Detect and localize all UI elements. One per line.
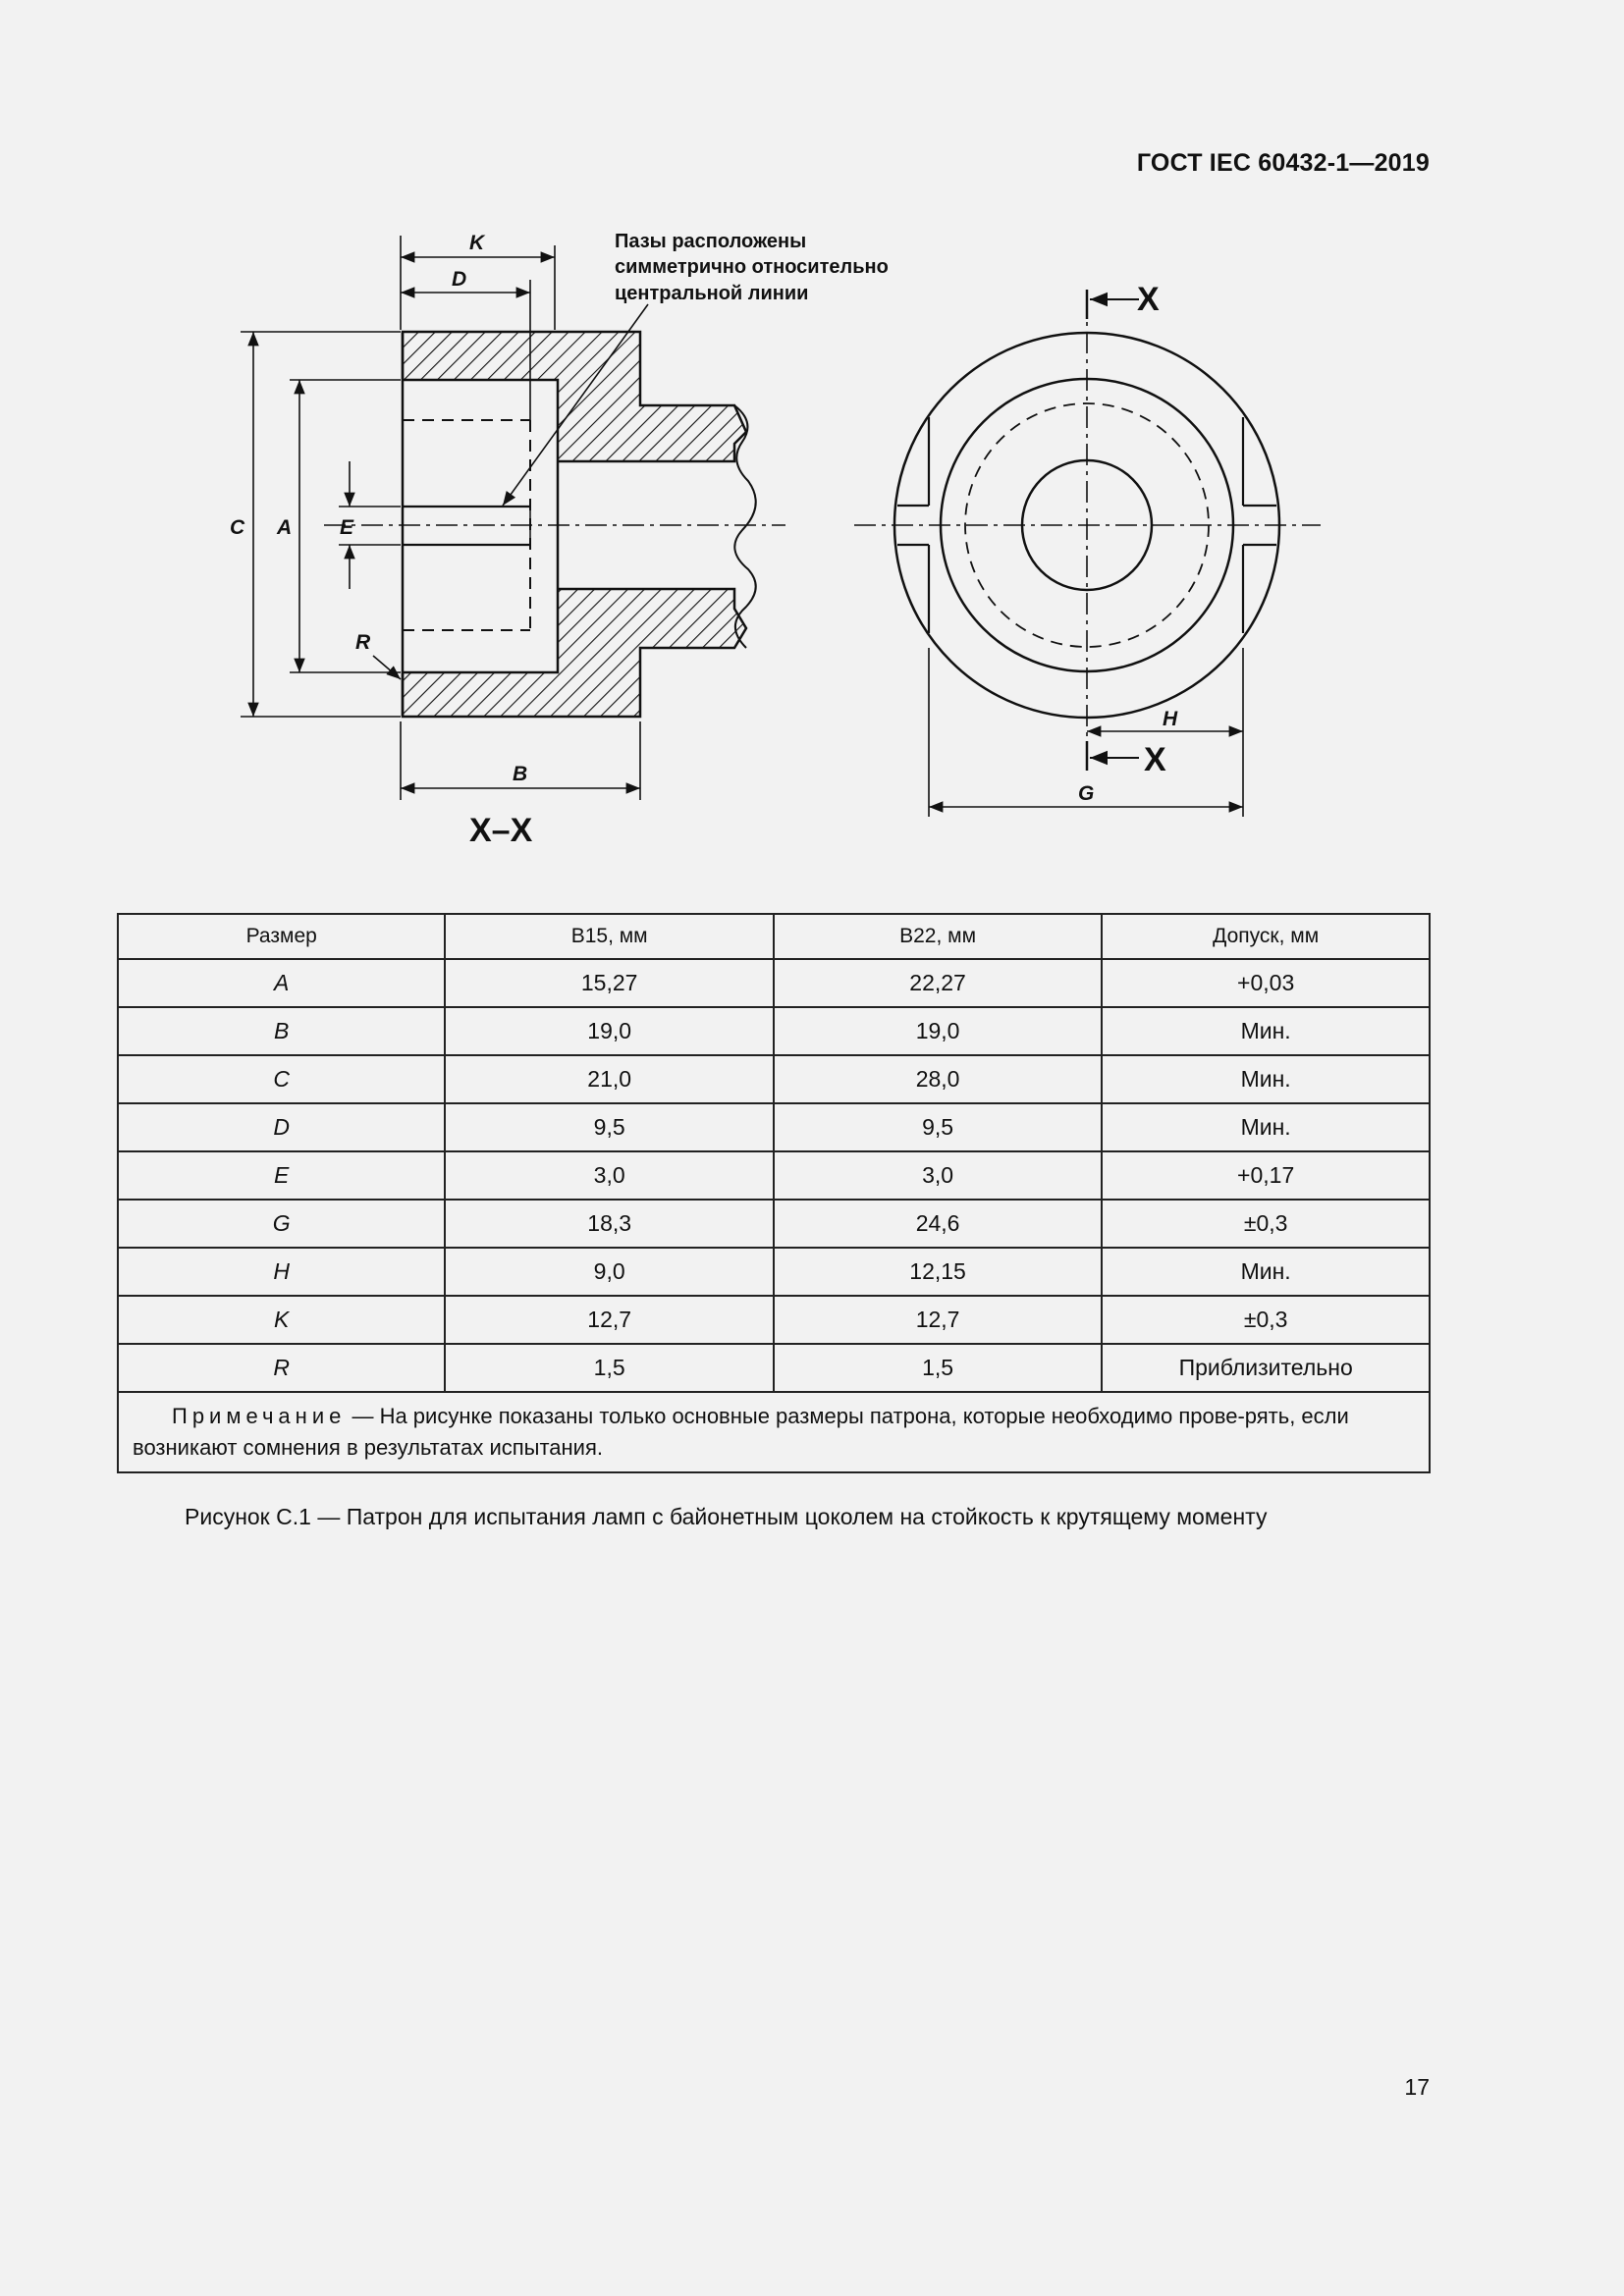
table-row xyxy=(118,1200,1430,1248)
cell-b22: 28,0 xyxy=(774,1055,1102,1103)
section-body-hatched xyxy=(403,332,746,717)
label-g: G xyxy=(1078,782,1095,805)
label-a: A xyxy=(277,516,293,539)
table-note xyxy=(118,1392,1430,1472)
cell-size: K xyxy=(118,1296,445,1344)
cell-tolerance: ±0,3 xyxy=(1102,1200,1430,1248)
header-b22: B22, мм xyxy=(774,914,1102,959)
header-tolerance: Допуск, мм xyxy=(1102,914,1430,959)
technical-drawing xyxy=(0,0,1624,883)
table-row xyxy=(118,1248,1430,1296)
cell-size: R xyxy=(118,1344,445,1392)
cell-tolerance: Мин. xyxy=(1102,1248,1430,1296)
cell-size: A xyxy=(118,959,445,1007)
table-row xyxy=(118,1055,1430,1103)
cell-tolerance: Мин. xyxy=(1102,1103,1430,1151)
label-b: B xyxy=(513,763,528,785)
table-note-row xyxy=(118,1392,1430,1472)
table-row xyxy=(118,1344,1430,1392)
note-lead: Примечание xyxy=(172,1404,347,1428)
label-k: K xyxy=(469,232,485,254)
header-size: Размер xyxy=(118,914,445,959)
cell-b15: 15,27 xyxy=(445,959,773,1007)
section-mark-bottom: X xyxy=(1144,741,1166,778)
cell-b15: 1,5 xyxy=(445,1344,773,1392)
section-label: X–X xyxy=(469,812,533,849)
dimensions-table xyxy=(117,913,1431,1473)
cell-tolerance: Мин. xyxy=(1102,1055,1430,1103)
cell-b22: 12,7 xyxy=(774,1296,1102,1344)
cell-tolerance: +0,17 xyxy=(1102,1151,1430,1200)
end-view xyxy=(854,281,1321,817)
label-e: E xyxy=(340,516,354,539)
cell-size: E xyxy=(118,1151,445,1200)
cell-b15: 9,5 xyxy=(445,1103,773,1151)
cell-b15: 9,0 xyxy=(445,1248,773,1296)
header-b15: B15, мм xyxy=(445,914,773,959)
cell-size: B xyxy=(118,1007,445,1055)
table-row xyxy=(118,1151,1430,1200)
table-row xyxy=(118,1296,1430,1344)
figure-caption: Рисунок С.1 — Патрон для испытания ламп с байонетным цоколем на стойкость к крутящему моменту xyxy=(185,1504,1268,1529)
label-r: R xyxy=(355,631,371,654)
page-number: 17 xyxy=(1404,2074,1430,2100)
cell-size: D xyxy=(118,1103,445,1151)
section-view xyxy=(230,231,889,849)
cell-b22: 3,0 xyxy=(774,1151,1102,1200)
table-row xyxy=(118,1007,1430,1055)
section-mark-top: X xyxy=(1137,281,1160,318)
cell-tolerance: ±0,3 xyxy=(1102,1296,1430,1344)
cell-b22: 12,15 xyxy=(774,1248,1102,1296)
cell-b22: 22,27 xyxy=(774,959,1102,1007)
cell-tolerance: +0,03 xyxy=(1102,959,1430,1007)
label-d: D xyxy=(452,268,467,291)
r-leader xyxy=(373,656,401,679)
cell-b15: 12,7 xyxy=(445,1296,773,1344)
cell-size: C xyxy=(118,1055,445,1103)
cell-b22: 24,6 xyxy=(774,1200,1102,1248)
cell-b15: 19,0 xyxy=(445,1007,773,1055)
cell-tolerance: Мин. xyxy=(1102,1007,1430,1055)
cell-b15: 3,0 xyxy=(445,1151,773,1200)
cell-b22: 1,5 xyxy=(774,1344,1102,1392)
note-line-1: Пазы расположены xyxy=(615,231,807,252)
label-h: H xyxy=(1163,708,1178,730)
note-text: — На рисунке показаны только основные размеры патрона, которые необходимо прове-рять, если возникают сомнения в результатах испытания. xyxy=(133,1404,1349,1460)
document-id: ГОСТ IEC 60432-1—2019 xyxy=(1136,149,1430,177)
cell-b15: 18,3 xyxy=(445,1200,773,1248)
cell-tolerance: Приблизительно xyxy=(1102,1344,1430,1392)
cell-b15: 21,0 xyxy=(445,1055,773,1103)
cell-size: H xyxy=(118,1248,445,1296)
table-row xyxy=(118,959,1430,1007)
table-row xyxy=(118,1103,1430,1151)
table-header-row xyxy=(118,914,1430,959)
cell-b22: 19,0 xyxy=(774,1007,1102,1055)
label-c: C xyxy=(230,516,245,539)
cell-b22: 9,5 xyxy=(774,1103,1102,1151)
note-line-2: симметрично относительно xyxy=(615,256,889,278)
cell-size: G xyxy=(118,1200,445,1248)
note-line-3: центральной линии xyxy=(615,283,809,304)
